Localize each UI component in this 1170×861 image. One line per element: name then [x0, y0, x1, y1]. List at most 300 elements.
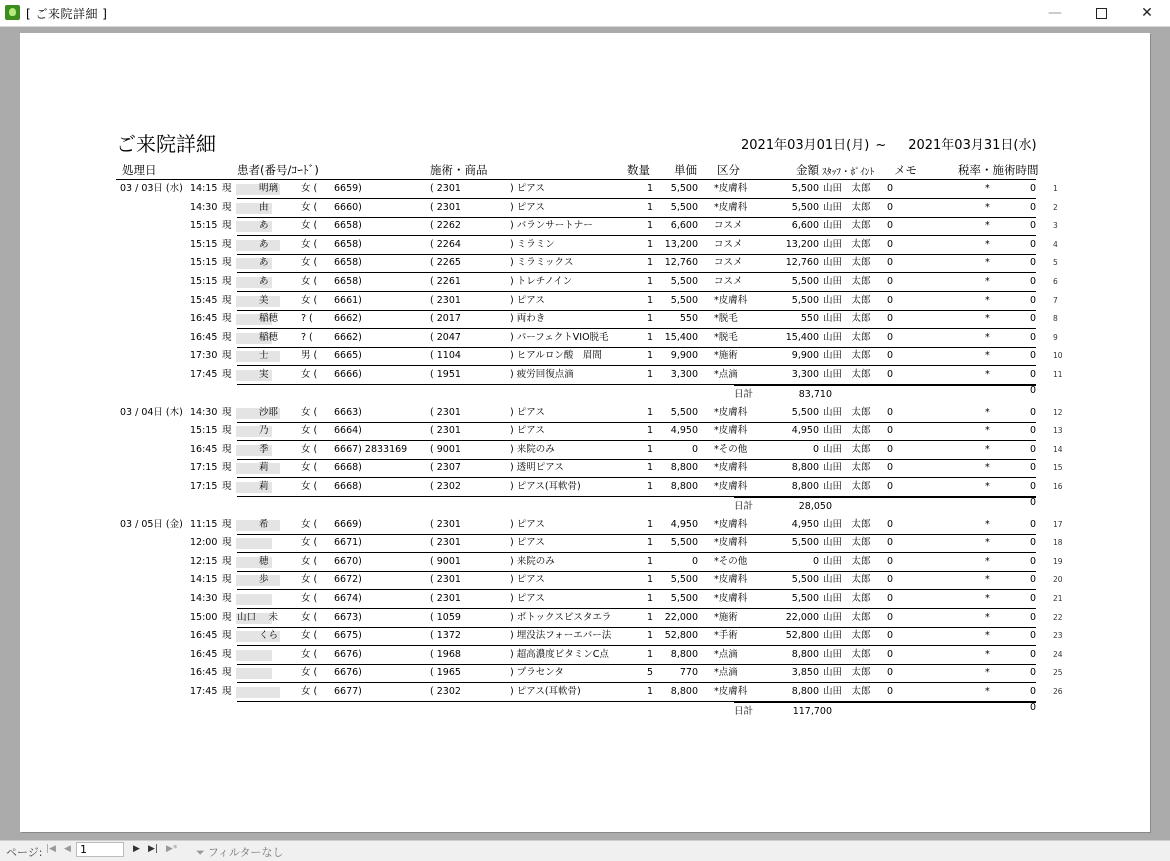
row-item-name: ) ピアス	[510, 406, 545, 418]
row-point: 0	[887, 648, 894, 660]
row-item-code: ( 2301	[430, 183, 461, 194]
row-amount: 4,950	[791, 425, 819, 437]
row-patient-id: 6674)	[334, 593, 362, 604]
row-underline	[237, 235, 1036, 236]
row-amount: 8,800	[791, 648, 819, 660]
row-point: 0	[887, 574, 894, 586]
row-time: 14:15	[190, 183, 218, 194]
row-point: 0	[887, 201, 894, 213]
row-visit-type: 現	[222, 425, 232, 437]
row-staff: 山田 太郎	[823, 369, 871, 380]
row-item-code: ( 1059	[430, 611, 461, 623]
row-patient-name: 莉	[237, 462, 269, 474]
row-duration: 0	[1029, 294, 1036, 306]
row-patient-id: 6660)	[334, 201, 362, 213]
row-item-code: ( 1968	[430, 648, 461, 660]
row-underline	[237, 254, 1036, 255]
row-qty: 1	[646, 276, 653, 287]
row-tax: *	[985, 518, 990, 530]
col-memo: メモ	[894, 163, 917, 177]
row-visit-type: 現	[222, 537, 232, 549]
row-time: 16:45	[190, 630, 218, 642]
row-category: *その他	[714, 555, 748, 567]
row-sex: 男 (	[301, 350, 318, 362]
row-item-name: ) 両わき	[510, 313, 546, 325]
row-category: *皮膚科	[714, 593, 748, 604]
window-title: [ ご来院詳細 ]	[26, 7, 108, 21]
row-qty: 1	[646, 369, 653, 380]
row-category: *皮膚科	[714, 183, 748, 194]
row-sex: 女 (	[301, 276, 318, 287]
row-category: *点滴	[714, 667, 738, 679]
row-item-name: ) プラセンタ	[510, 667, 564, 679]
row-staff: 山田 太郎	[823, 201, 871, 213]
row-tax: *	[985, 481, 990, 492]
row-price: 550	[679, 313, 698, 325]
row-number: 17	[1053, 519, 1063, 529]
row-sex: 女 (	[301, 611, 318, 623]
row-price: 5,500	[670, 406, 698, 418]
row-patient-name: 稲穂	[237, 331, 279, 343]
row-tax: *	[985, 686, 990, 697]
status-bar	[0, 840, 1170, 861]
row-amount: 0	[812, 555, 819, 567]
row-tax: *	[985, 294, 990, 306]
row-sex: 女 (	[301, 294, 318, 306]
row-patient-name: 美	[237, 294, 269, 306]
maximize-button[interactable]	[1078, 0, 1124, 26]
row-tax: *	[985, 406, 990, 418]
row-tax: *	[985, 276, 990, 287]
row-underline	[237, 589, 1036, 590]
row-time: 17:30	[190, 350, 218, 362]
row-date: 03 / 05日 (金)	[120, 518, 183, 530]
row-duration: 0	[1029, 537, 1036, 549]
col-price: 単価	[674, 163, 697, 177]
row-underline	[237, 571, 1036, 572]
row-price: 5,500	[670, 201, 698, 213]
row-patient-id: 6661)	[334, 294, 362, 306]
row-item-code: ( 2301	[430, 593, 461, 604]
row-patient-name: 士	[237, 350, 269, 362]
row-amount: 4,950	[791, 518, 819, 530]
row-underline	[237, 645, 1036, 646]
close-button[interactable]: ✕	[1141, 5, 1153, 21]
row-duration: 0	[1029, 518, 1036, 530]
row-staff: 山田 太郎	[823, 462, 871, 474]
row-underline	[237, 198, 1036, 199]
row-underline	[237, 477, 1036, 478]
row-sex: 女 (	[301, 593, 318, 604]
row-staff: 山田 太郎	[823, 350, 871, 362]
row-staff: 山田 太郎	[823, 443, 871, 455]
row-duration: 0	[1029, 611, 1036, 623]
row-qty: 1	[646, 220, 653, 232]
row-patient-id: 6675)	[334, 630, 362, 642]
row-qty: 1	[646, 443, 653, 455]
row-category: *皮膚科	[714, 201, 748, 213]
row-item-name: ) 来院のみ	[510, 443, 555, 455]
row-tax: *	[985, 220, 990, 232]
row-amount: 52,800	[785, 630, 819, 642]
col-date: 処理日	[122, 163, 157, 177]
row-number: 4	[1053, 239, 1058, 249]
row-duration: 0	[1029, 593, 1036, 604]
row-item-name: ) ミラミックス	[510, 257, 574, 269]
row-amount: 5,500	[791, 294, 819, 306]
row-staff: 山田 太郎	[823, 593, 871, 604]
title-bar	[0, 0, 1170, 27]
last-page-button[interactable]: ▶|	[148, 844, 158, 854]
row-staff: 山田 太郎	[823, 313, 871, 325]
row-item-name: ) ピアス	[510, 294, 545, 306]
row-visit-type: 現	[222, 648, 232, 660]
first-page-button[interactable]: |◀	[46, 844, 56, 854]
start-date: 2021年03月01日(月)	[741, 138, 870, 153]
row-sex: 女 (	[301, 462, 318, 474]
row-number: 14	[1053, 444, 1063, 454]
row-underline	[237, 627, 1036, 628]
row-staff: 山田 太郎	[823, 630, 871, 642]
row-point: 0	[887, 667, 894, 679]
row-qty: 1	[646, 238, 653, 250]
row-category: *脱毛	[714, 313, 738, 325]
row-time: 16:45	[190, 667, 218, 679]
row-duration: 0	[1029, 406, 1036, 418]
row-patient-name: 歩	[237, 574, 269, 586]
row-visit-type: 現	[222, 443, 232, 455]
row-category: *脱毛	[714, 331, 738, 343]
daily-total-label: 日計	[734, 388, 754, 400]
row-qty: 1	[646, 294, 653, 306]
col-qty: 数量	[627, 163, 650, 177]
row-category: *皮膚科	[714, 574, 748, 586]
row-patient-id: 6677)	[334, 686, 362, 697]
row-tax: *	[985, 593, 990, 604]
row-category: *施術	[714, 611, 738, 623]
row-staff: 山田 太郎	[823, 667, 871, 679]
row-visit-type: 現	[222, 369, 232, 380]
row-item-code: ( 2017	[430, 313, 461, 325]
row-price: 5,500	[670, 537, 698, 549]
row-tax: *	[985, 183, 990, 194]
row-item-name: ) ヒアルロン酸 眉間	[510, 350, 602, 362]
row-patient-id: 6667) 2833169	[334, 443, 408, 455]
prev-page-button[interactable]: ◀	[64, 844, 71, 854]
row-point: 0	[887, 425, 894, 437]
row-duration: 0	[1029, 238, 1036, 250]
row-item-code: ( 2307	[430, 462, 461, 474]
row-number: 23	[1053, 631, 1063, 641]
row-number: 12	[1053, 407, 1063, 417]
row-underline	[237, 365, 1036, 366]
row-number: 16	[1053, 482, 1063, 491]
row-qty: 1	[646, 462, 653, 474]
row-patient-id: 6662)	[334, 331, 362, 343]
row-tax: *	[985, 648, 990, 660]
row-number: 24	[1053, 649, 1063, 659]
row-staff: 山田 太郎	[823, 611, 871, 623]
row-item-code: ( 2301	[430, 201, 461, 213]
row-price: 8,800	[670, 481, 698, 492]
row-sex: 女 (	[301, 183, 318, 194]
row-time: 16:45	[190, 648, 218, 660]
page-number-input[interactable]	[76, 842, 124, 857]
row-patient-name: 莉	[237, 481, 269, 492]
row-number: 2	[1053, 202, 1058, 212]
row-patient-id: 6671)	[334, 537, 362, 549]
daily-total-rule	[734, 497, 1036, 498]
row-duration: 0	[1029, 369, 1036, 380]
row-tax: *	[985, 611, 990, 623]
row-qty: 1	[646, 183, 653, 194]
row-number: 5	[1053, 258, 1058, 268]
row-visit-type: 現	[222, 574, 232, 586]
row-visit-type: 現	[222, 593, 232, 604]
row-sex: 女 (	[301, 555, 318, 567]
row-qty: 5	[646, 667, 653, 679]
row-amount: 5,500	[791, 276, 819, 287]
row-item-name: ) パーフェクトVIO脱毛	[510, 331, 609, 343]
row-amount: 3,850	[791, 667, 819, 679]
next-page-button[interactable]: ▶	[133, 844, 140, 854]
row-price: 15,400	[664, 331, 698, 343]
row-time: 16:45	[190, 331, 218, 343]
row-duration: 0	[1029, 555, 1036, 567]
row-duration: 0	[1029, 425, 1036, 437]
row-amount: 0	[812, 443, 819, 455]
row-duration: 0	[1029, 686, 1036, 697]
row-visit-type: 現	[222, 201, 232, 213]
row-patient-id: 6666)	[334, 369, 362, 380]
row-underline	[237, 310, 1036, 311]
row-patient-name: あ	[237, 276, 269, 287]
row-point: 0	[887, 406, 894, 418]
row-sex: 女 (	[301, 667, 318, 679]
date-range	[741, 134, 1037, 153]
row-price: 13,200	[664, 238, 698, 250]
row-point: 0	[887, 369, 894, 380]
row-sex: 女 (	[301, 648, 318, 660]
app-icon	[5, 5, 20, 20]
row-qty: 1	[646, 406, 653, 418]
row-tax: *	[985, 630, 990, 642]
row-date: 03 / 03日 (水)	[120, 183, 183, 194]
row-item-code: ( 2301	[430, 574, 461, 586]
row-amount: 5,500	[791, 183, 819, 194]
row-staff: 山田 太郎	[823, 257, 871, 269]
row-category: コスメ	[714, 257, 743, 269]
row-patient-name	[237, 686, 256, 698]
row-category: *皮膚科	[714, 518, 748, 530]
row-item-name: ) ピアス	[510, 425, 545, 437]
row-category: *点滴	[714, 648, 738, 660]
row-qty: 1	[646, 630, 653, 642]
row-amount: 9,900	[791, 350, 819, 362]
row-number: 26	[1053, 687, 1063, 696]
minimize-button[interactable]: —	[1048, 5, 1062, 21]
row-duration: 0	[1029, 313, 1036, 325]
row-point: 0	[887, 276, 894, 287]
row-time: 12:15	[190, 555, 218, 567]
row-patient-name: 穂	[237, 555, 269, 567]
row-tax: *	[985, 257, 990, 269]
col-item: 施術・商品	[430, 163, 488, 177]
row-qty: 1	[646, 350, 653, 362]
row-amount: 12,760	[785, 257, 819, 269]
row-underline	[237, 422, 1036, 423]
row-visit-type: 現	[222, 686, 232, 697]
row-time: 17:45	[190, 686, 218, 697]
row-sex: ? (	[301, 331, 313, 343]
row-price: 5,500	[670, 574, 698, 586]
row-time: 14:30	[190, 406, 218, 418]
row-price: 770	[679, 667, 698, 679]
row-staff: 山田 太郎	[823, 294, 871, 306]
col-tax: 税率・施術時間	[958, 163, 1039, 177]
row-patient-name: あ	[237, 220, 269, 232]
row-number: 7	[1053, 295, 1058, 305]
row-visit-type: 現	[222, 406, 232, 418]
row-patient-name: あ	[237, 238, 269, 250]
row-point: 0	[887, 238, 894, 250]
row-sex: 女 (	[301, 630, 318, 642]
row-qty: 1	[646, 313, 653, 325]
row-qty: 1	[646, 331, 653, 343]
row-visit-type: 現	[222, 331, 232, 343]
row-item-name: ) ミラミン	[510, 238, 555, 250]
row-patient-name: 沙耶	[237, 406, 279, 418]
header-rule	[116, 179, 1036, 180]
row-amount: 550	[800, 313, 819, 325]
row-item-name: ) 透明ピアス	[510, 462, 564, 474]
row-point: 0	[887, 183, 894, 194]
row-staff: 山田 太郎	[823, 183, 871, 194]
row-time: 15:15	[190, 220, 218, 232]
row-time: 16:45	[190, 443, 218, 455]
row-underline	[237, 328, 1036, 329]
row-patient-id: 6658)	[334, 276, 362, 287]
row-time: 15:45	[190, 294, 218, 306]
filter-button[interactable]	[196, 844, 284, 860]
row-number: 25	[1053, 668, 1063, 678]
row-item-code: ( 2301	[430, 518, 461, 530]
row-category: *その他	[714, 443, 748, 455]
row-qty: 1	[646, 648, 653, 660]
row-item-name: ) 疲労回復点滴	[510, 369, 574, 380]
row-sex: 女 (	[301, 574, 318, 586]
row-number: 19	[1053, 556, 1063, 566]
row-number: 3	[1053, 221, 1058, 231]
row-category: *皮膚科	[714, 425, 748, 437]
daily-total-rule	[734, 702, 1036, 703]
row-amount: 8,800	[791, 686, 819, 697]
row-amount: 5,500	[791, 406, 819, 418]
row-tax: *	[985, 443, 990, 455]
row-price: 8,800	[670, 648, 698, 660]
row-tax: *	[985, 331, 990, 343]
row-item-name: ) 埋没法フォーエバー法	[510, 630, 612, 642]
row-staff: 山田 太郎	[823, 331, 871, 343]
row-category: コスメ	[714, 220, 743, 232]
row-visit-type: 現	[222, 555, 232, 567]
col-patient: 患者(番号/ｺｰﾄﾞ)	[237, 163, 319, 177]
daily-total-amount: 117,700	[792, 705, 832, 717]
row-point: 0	[887, 294, 894, 306]
row-tax: *	[985, 350, 990, 362]
row-sex: 女 (	[301, 201, 318, 213]
row-duration: 0	[1029, 574, 1036, 586]
filter-label: フィルターなし	[207, 846, 284, 859]
row-staff: 山田 太郎	[823, 537, 871, 549]
row-category: コスメ	[714, 238, 743, 250]
row-number: 10	[1053, 351, 1063, 361]
row-point: 0	[887, 555, 894, 567]
row-time: 15:15	[190, 276, 218, 287]
col-category: 区分	[717, 163, 740, 177]
row-visit-type: 現	[222, 611, 232, 623]
row-duration: 0	[1029, 183, 1036, 194]
new-record-button[interactable]: ▶*	[166, 844, 178, 854]
row-time: 12:00	[190, 537, 218, 549]
row-item-name: ) ピアス	[510, 518, 545, 530]
row-staff: 山田 太郎	[823, 220, 871, 232]
row-duration: 0	[1029, 331, 1036, 343]
row-patient-name: 実	[237, 369, 269, 380]
row-amount: 5,500	[791, 574, 819, 586]
row-qty: 1	[646, 593, 653, 604]
row-time: 14:15	[190, 574, 218, 586]
row-number: 1	[1053, 184, 1058, 193]
row-duration: 0	[1029, 220, 1036, 232]
row-duration: 0	[1029, 648, 1036, 660]
daily-total-duration: 0	[1029, 701, 1036, 713]
row-price: 8,800	[670, 462, 698, 474]
row-price: 5,500	[670, 276, 698, 287]
row-item-code: ( 1951	[430, 369, 461, 380]
row-patient-id: 6676)	[334, 648, 362, 660]
row-patient-name: 由	[237, 201, 269, 213]
row-number: 22	[1053, 612, 1063, 622]
row-underline	[237, 608, 1036, 609]
row-patient-name: 山口 未	[237, 611, 279, 623]
row-duration: 0	[1029, 257, 1036, 269]
row-visit-type: 現	[222, 238, 232, 250]
row-item-code: ( 2302	[430, 481, 461, 492]
row-amount: 8,800	[791, 462, 819, 474]
row-number: 18	[1053, 538, 1063, 548]
row-underline	[237, 217, 1036, 218]
row-sex: 女 (	[301, 518, 318, 530]
row-visit-type: 現	[222, 462, 232, 474]
row-patient-name	[237, 667, 256, 679]
row-sex: 女 (	[301, 481, 318, 492]
row-tax: *	[985, 369, 990, 380]
row-visit-type: 現	[222, 220, 232, 232]
row-number: 20	[1053, 575, 1063, 585]
row-qty: 1	[646, 555, 653, 567]
row-item-name: ) バランサートナー	[510, 220, 593, 232]
row-item-name: ) ボトックスビスタエラ	[510, 611, 612, 623]
row-patient-name: 希	[237, 518, 269, 530]
row-patient-id: 6664)	[334, 425, 362, 437]
row-point: 0	[887, 593, 894, 604]
row-tax: *	[985, 201, 990, 213]
row-amount: 5,500	[791, 537, 819, 549]
row-underline	[237, 272, 1036, 273]
row-item-code: ( 2262	[430, 220, 461, 232]
row-duration: 0	[1029, 201, 1036, 213]
